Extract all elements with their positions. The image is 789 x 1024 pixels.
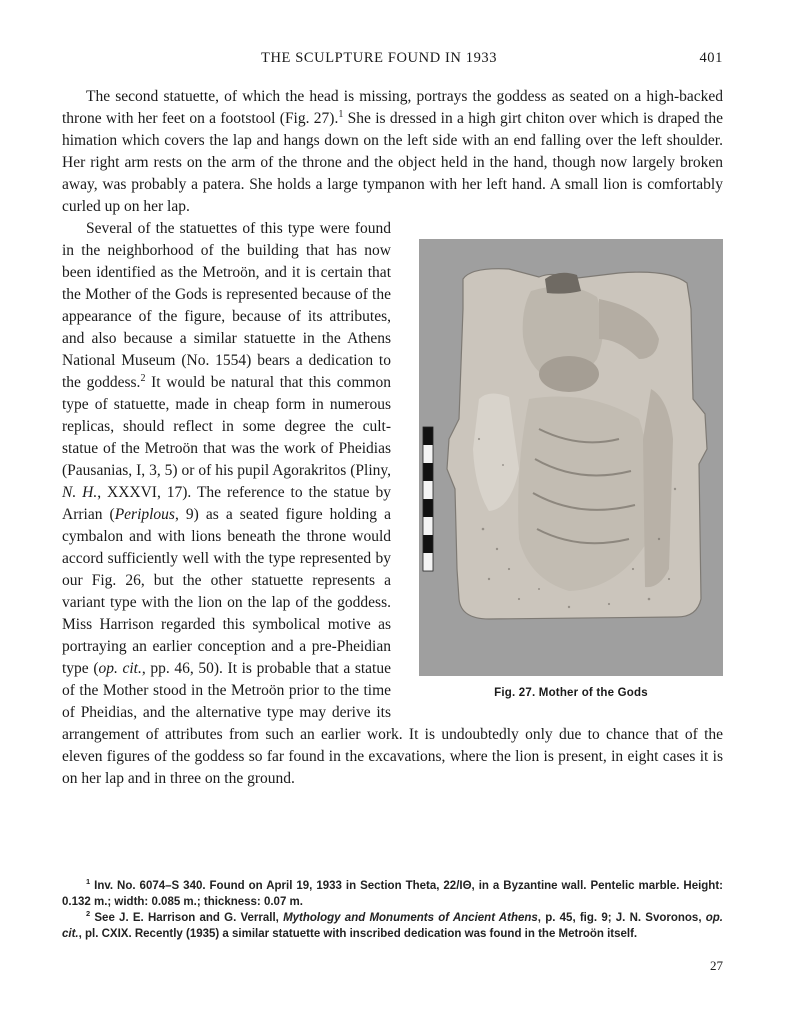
footnote-2-op-cit: op. cit. [62, 912, 723, 940]
footnote-2-text-e: , pl. CXIX. Recently (1935) a similar statuette with inscribed dedication was found in the Metroön itself. [78, 928, 638, 940]
footnote-1-mark: 1 [86, 877, 91, 887]
paragraph-2-text-b: It would be natural that this common type of statuette, made in cheap form in numerous replicas, should reflect in some degree the cult-statue of the Metroön that was the work of Pheidias (Pausanias, I, 3, 5) or of his pupil Agorakritos (Pliny, [62, 374, 391, 479]
footnotes [62, 878, 723, 942]
footnote-1-text: Inv. No. 6074–S 340. Found on April 19, 1933 in Section Theta, 22/IΘ, in a Byzantine wall. Pentelic marble. Height: 0.132 m.; width: 0.085 m.; thickness: 0.07 m. [62, 880, 723, 908]
lion-on-lap [539, 356, 599, 392]
broken-neck [545, 273, 581, 294]
paragraph-2-text-f: , 9) as a seated figure holding a cymbalon and with lions beneath the throne would accord sufficiently well with the type represented by our Fig. 26, but the other statuette represents a variant type with the lion on the lap of the goddess. Miss Harrison regarded this symbolical motive as portraying an earlier conception and a pre-Pheidian type ( [62, 506, 391, 677]
footnote-ref-1: 1 [338, 108, 344, 120]
footnote-2-book-title: Mythology and Monuments of Ancient Athens [283, 912, 538, 924]
paragraph-2-text-d: , XXXVI, 17). The reference to the statue by Arrian ( [62, 484, 391, 523]
paragraph-2-text-h: , pp. 46, 50). It is probable that a statue of the Mother stood in the Metroön prior to the time of Pheidias, and the alternative type may derive its arrangement of attributes from such an earlier work. It is undoubtedly only due to chance that of the eleven figures of the goddess so far found in the excavations, where the lion is present, in eight cases it is on her lap and in three on the ground. [62, 660, 723, 787]
main-text [62, 86, 723, 790]
citation-nh: N. H. [62, 484, 98, 501]
scale-bar [423, 427, 433, 571]
figure-caption: Fig. 27. Mother of the Gods [494, 687, 648, 699]
signature-mark: 27 [710, 958, 723, 973]
footnote-1 [62, 878, 723, 910]
footnote-2-mark: 2 [86, 909, 91, 919]
footnote-ref-2: 2 [140, 372, 146, 384]
citation-periplous: Periplous [114, 506, 175, 523]
paragraph-1 [62, 86, 723, 218]
paragraph-1-text-b: She is dressed in a high girt chiton over which is draped the himation which covers the lap and hangs down on the left side with an end falling over the left shoulder. Her right arm rests on the arm of the throne and the object held in the hand, though now largely broken away, was probably a patera. She holds a large tympanon with her left hand. A small lion is comfortably curled up on her lap. [62, 110, 724, 215]
statuette-photo [419, 239, 723, 676]
footnote-2-text-a: See J. E. Harrison and G. Verrall, [90, 912, 284, 924]
figure-27 [413, 221, 723, 719]
footnote-2 [62, 910, 723, 942]
throne-side [643, 389, 673, 587]
figure-photo [419, 239, 723, 676]
page-number: 401 [699, 50, 723, 66]
running-title: THE SCULPTURE FOUND IN 1933 [261, 50, 498, 66]
paragraph-2-text-a: Several of the statuettes of this type were found in the neighborhood of the building that has now been identified as the Metroön, and it is certain that the Mother of the Gods is represented because of the appearance of the figure, because of its attributes, and also because a similar statuette in the Athens National Museum (No. 1554) bears a dedication to the goddess. [62, 220, 391, 391]
citation-op-cit: op. cit. [98, 660, 142, 677]
paragraph-1-text-a: The second statuette, of which the head is missing, portrays the goddess as seated on a high-backed throne with her feet on a footstool (Fig. 27). [62, 88, 723, 127]
footnote-2-text-c: , p. 45, fig. 9; J. N. Svoronos, [537, 912, 706, 924]
page-header [88, 50, 723, 72]
